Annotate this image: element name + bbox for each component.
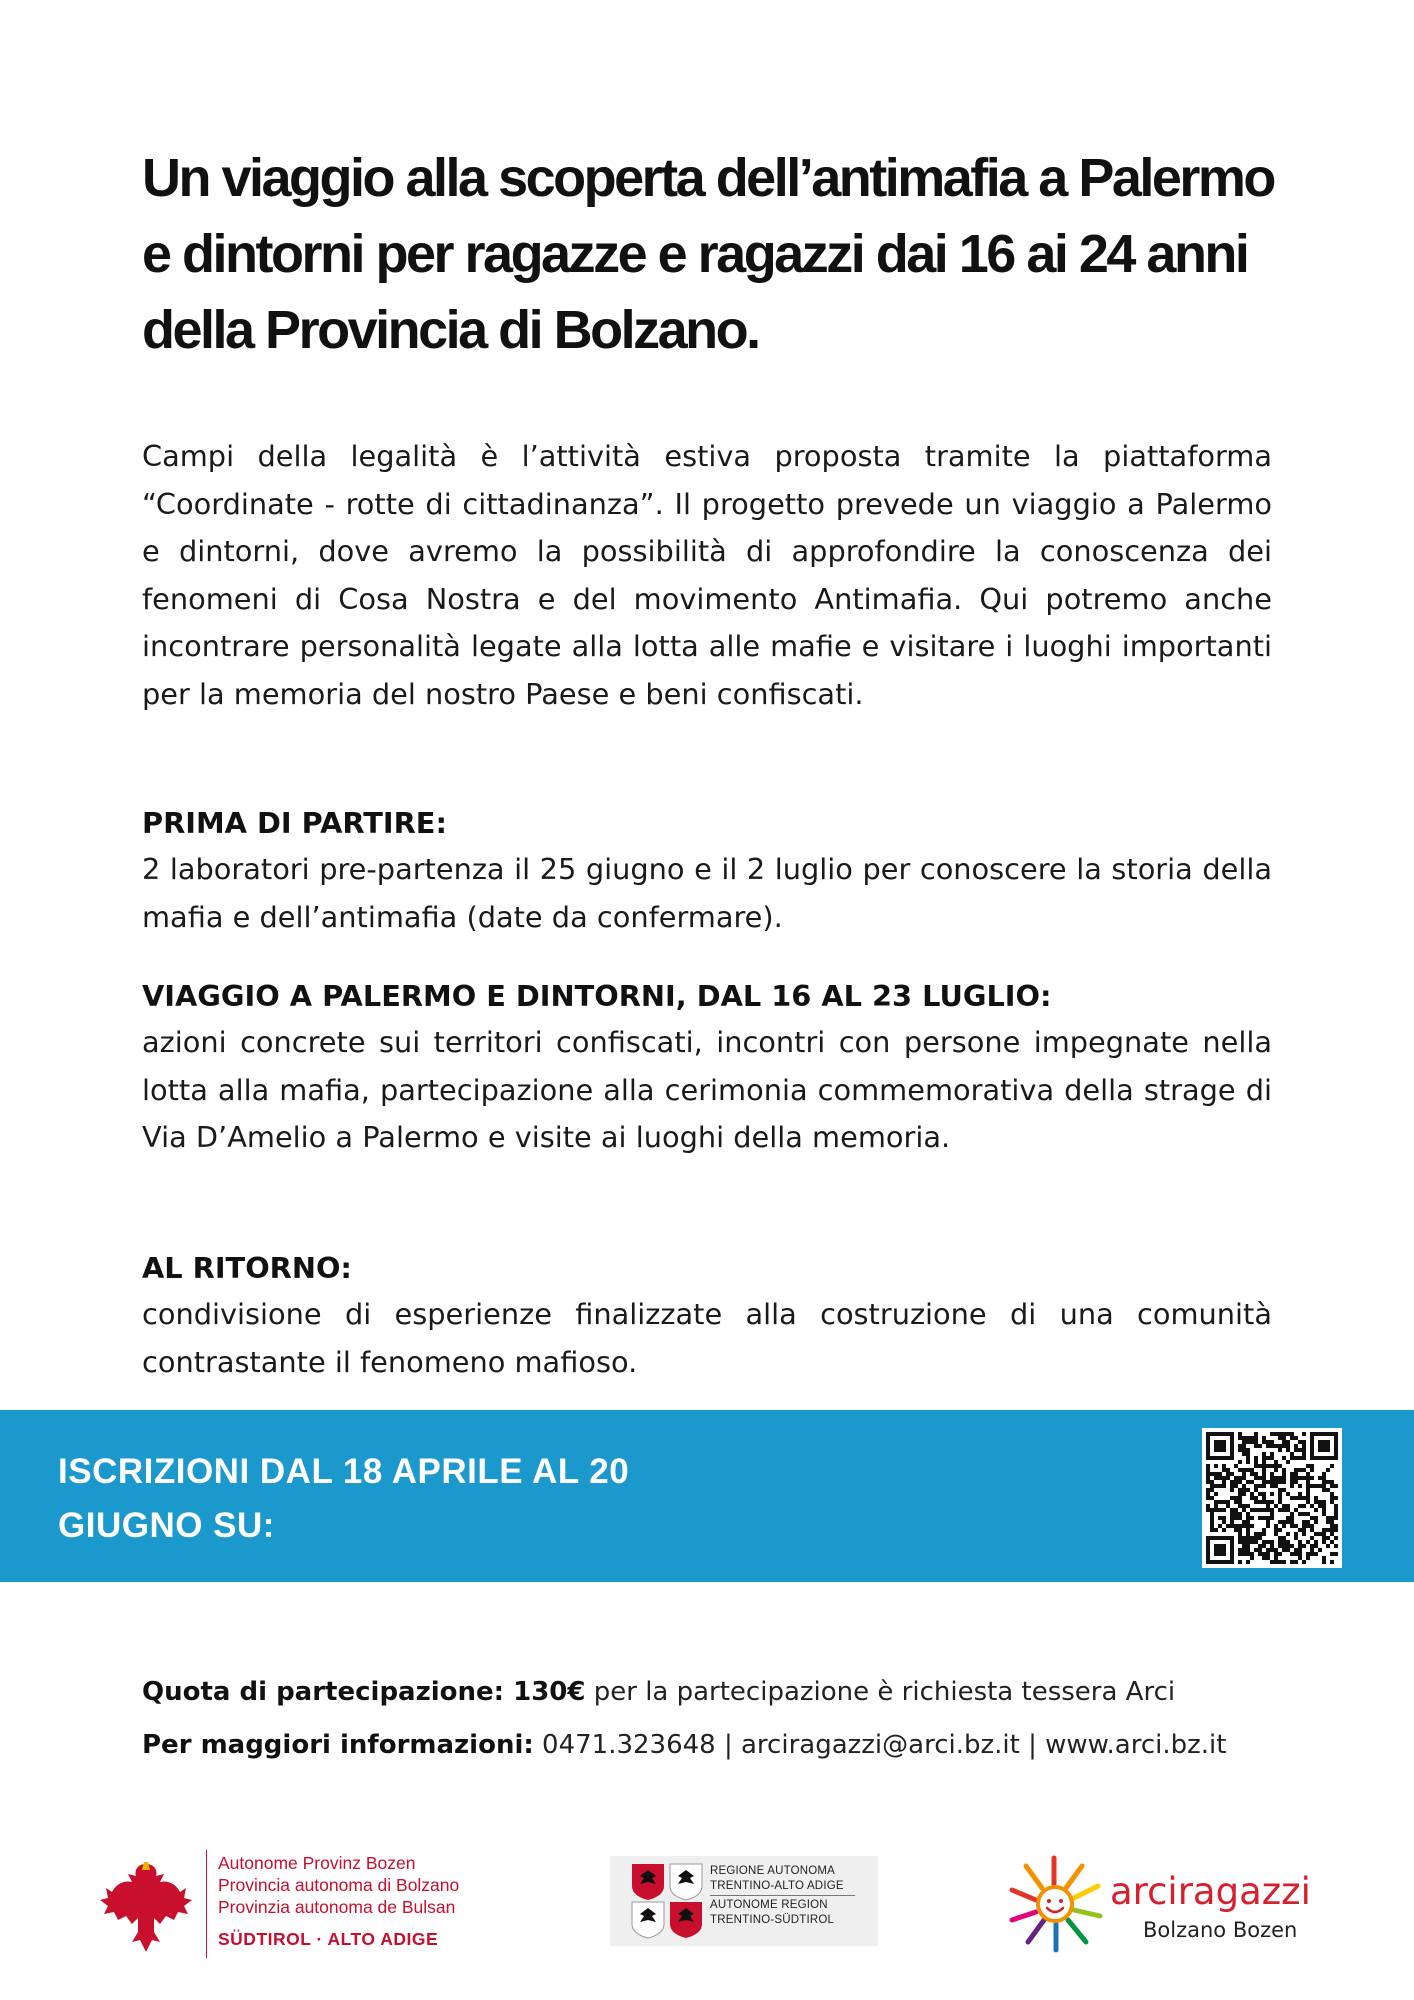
registration-line-1: ISCRIZIONI DAL 18 APRILE AL 20 [58,1452,630,1491]
registration-line-2: GIUGNO SU: [58,1506,275,1545]
provincia-line-1: Autonome Provinz Bozen [218,1853,416,1873]
section-heading: VIAGGIO A PALERMO E DINTORNI, DAL 16 AL 23 LUGLIO: [142,979,1052,1013]
registration-banner [0,1410,1414,1582]
title-line-1: Un viaggio alla scoperta dell’antimafia a Palermo [142,148,1274,208]
provincia-line-3: Provinzia autonoma de Bulsan [218,1897,456,1917]
regione-text [710,1864,855,1927]
registration-text [58,1445,698,1553]
intro-paragraph: Campi della legalità è l’attività estiva proposta tramite la piattaforma “Coordinate - rotte di cittadinanza”. Il progetto prevede un viaggio a Palermo e dintorni, dove avremo la possibilità di approfondire la conoscenza dei fenomeni di Cosa Nostra e del movimento Antimafia. Qui potremo anche incontrare personalità legate alla lotta alle mafie e visitare i luoghi importanti per la memoria del nostro Paese e beni confiscati. [142,439,1272,711]
contact-text: 0471.323648 | arciragazzi@arci.bz.it | www.arci.bz.it [533,1730,1227,1760]
arciragazzi-sun-icon [1008,1850,1104,1954]
quota-text: per la partecipazione è richiesta tessera Arci [585,1677,1176,1707]
section-text: azioni concrete sui territori confiscati, incontri con persone impegnate nella lotta alla mafia, partecipazione alla cerimonia commemorativa della strage di Via D’Amelio a Palermo e visite ai luoghi della memoria. [142,1025,1272,1154]
section-al-ritorno [142,1245,1272,1386]
provincia-text [218,1852,459,1950]
qr-code-icon [1202,1428,1342,1568]
contact-label: Per maggiori informazioni: [142,1730,534,1760]
qr-code[interactable] [1202,1428,1342,1568]
tyrolean-eagle-icon [98,1858,194,1958]
section-heading: AL RITORNO: [142,1251,352,1285]
poster-title [142,140,1282,368]
logo-arciragazzi [1008,1850,1338,1960]
logo-divider [206,1850,207,1958]
section-text: 2 laboratori pre-partenza il 25 giugno e il 2 luglio per conoscere la storia della mafia e dell’antimafia (date da confermare). [142,852,1272,934]
quota-label: Quota di partecipazione: 130€ [142,1677,586,1707]
arciragazzi-location: Bolzano Bozen [1143,1918,1298,1942]
section-heading: PRIMA DI PARTIRE: [142,806,447,840]
arciragazzi-name: arciragazzi [1110,1870,1311,1913]
regione-divider [710,1895,855,1896]
logo-provincia-bolzano [98,1850,518,1960]
provincia-line-4: SÜDTIROL · ALTO ADIGE [218,1929,439,1949]
regione-line-3: AUTONOME REGION [710,1899,828,1911]
regione-line-4: TRENTINO-SÜDTIROL [710,1913,835,1926]
contact-line [142,1728,1342,1762]
regione-line-2: TRENTINO-ALTO ADIGE [710,1879,844,1892]
title-line-3: della Provincia di Bolzano. [142,300,759,360]
regione-line-1: REGIONE AUTONOMA [710,1865,836,1877]
section-prima-di-partire [142,800,1272,941]
quota-line [142,1675,1342,1709]
title-line-2: e dintorni per ragazze e ragazzi dai 16 ai 24 anni [142,224,1248,284]
section-viaggio [142,973,1272,1162]
logo-regione-trentino [610,1856,878,1946]
provincia-line-2: Provincia autonoma di Bolzano [218,1875,460,1895]
regional-shields-icon [630,1862,704,1940]
section-text: condivisione di esperienze finalizzate alla costruzione di una comunità contrastante il fenomeno mafioso. [142,1297,1272,1379]
